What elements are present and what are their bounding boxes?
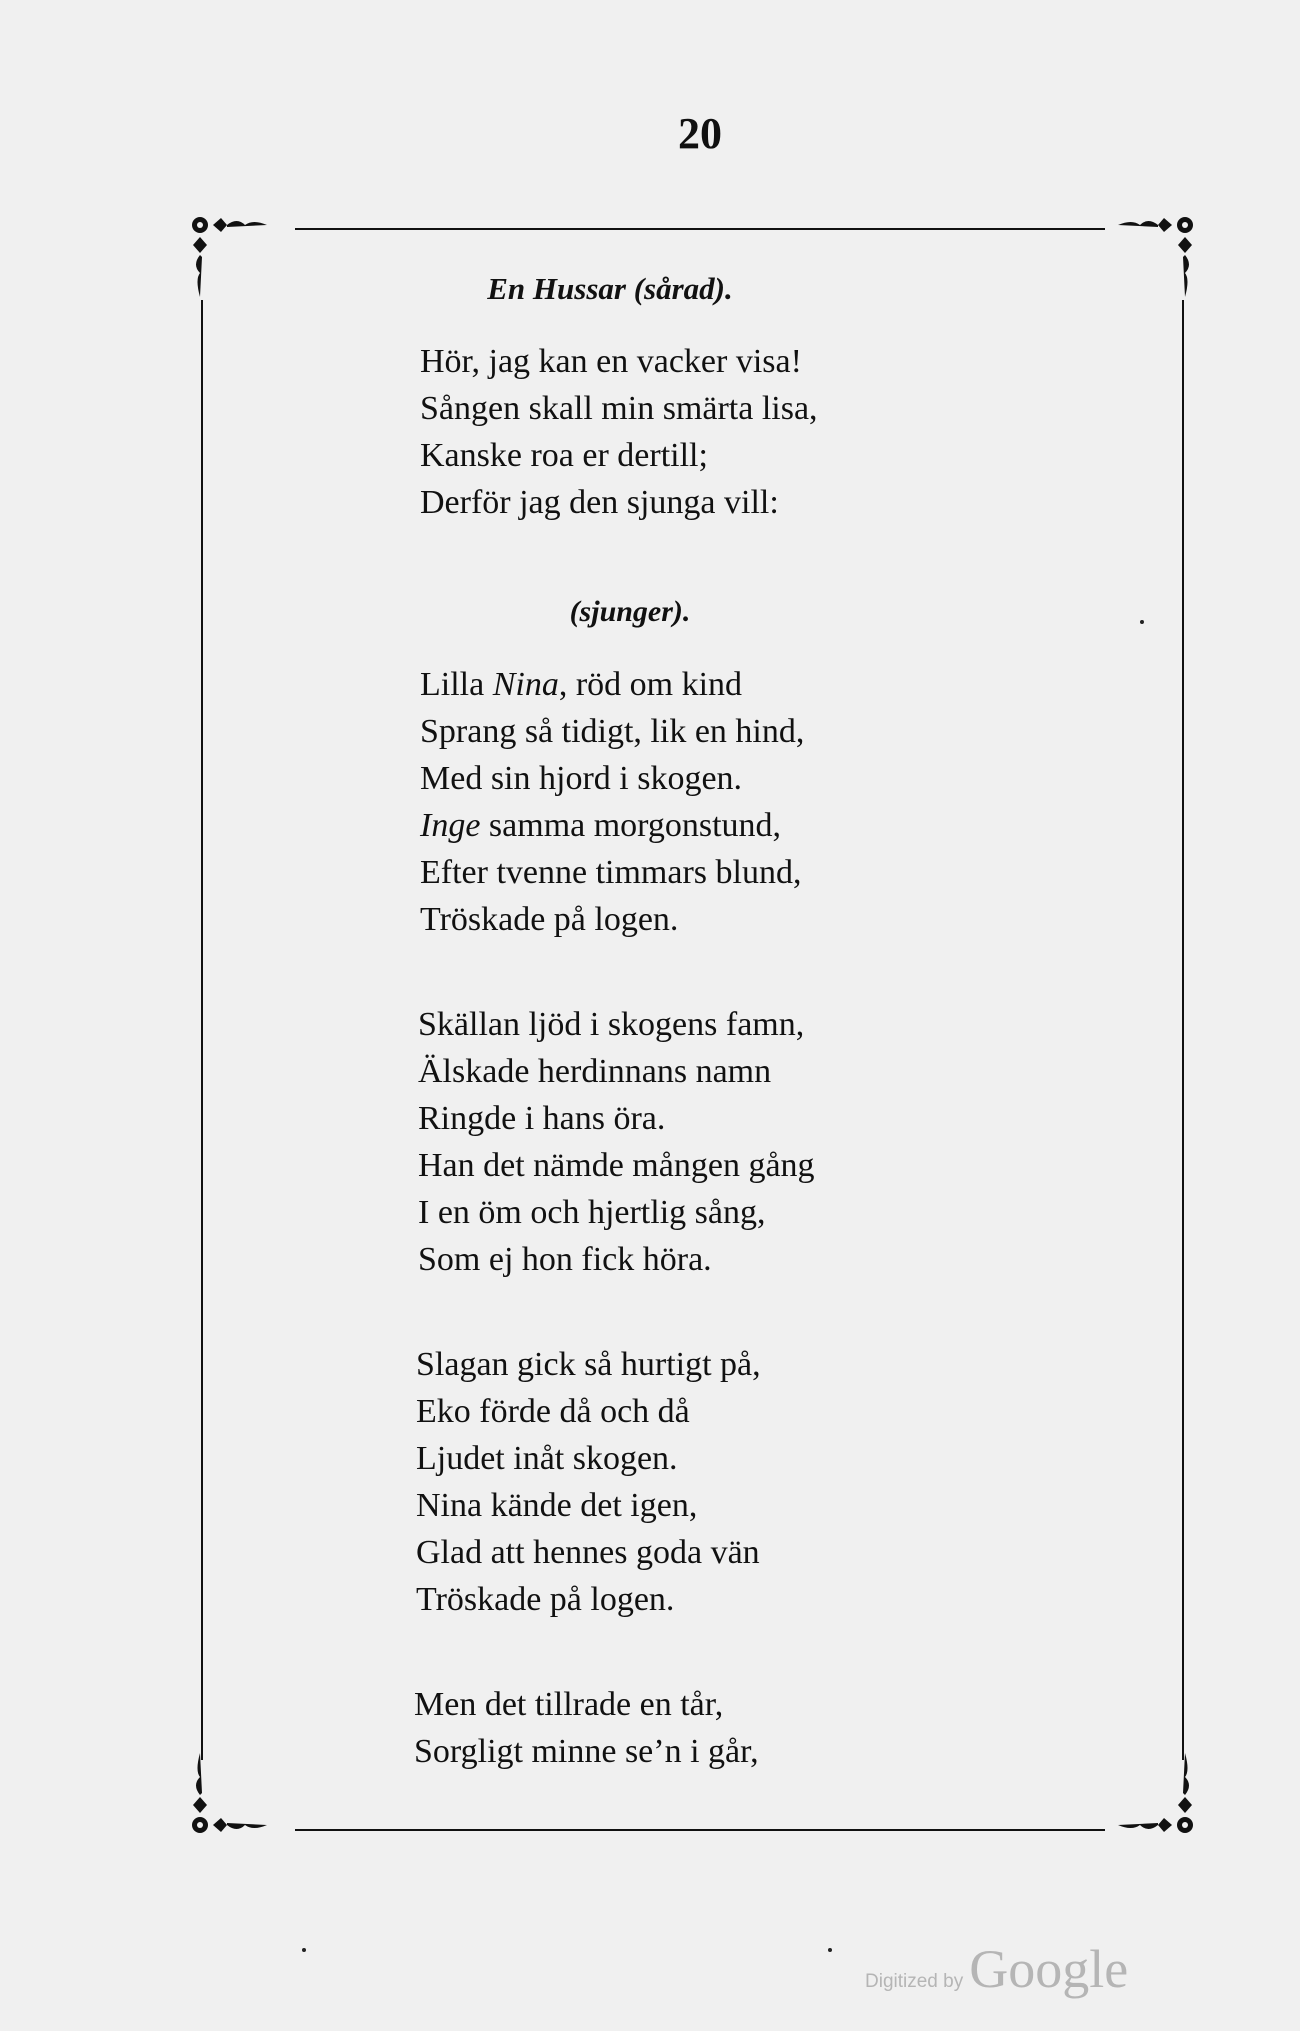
poem-body: [414, 265, 1020, 1833]
verse-line: Kanske roa er dertill;: [420, 437, 708, 474]
verse-line: Hör, jag kan en vacker visa!: [420, 343, 802, 380]
verse-line: Skällan ljöd i skogens famn,: [418, 1006, 805, 1043]
digitization-credit: [865, 1938, 1128, 2000]
verse-line: Sprang så tidigt, lik en hind,: [420, 713, 805, 750]
frame-right-rule: [1182, 300, 1184, 1760]
scan-speck: [1140, 620, 1144, 624]
credit-prefix: Digitized by: [865, 1971, 964, 1992]
stanza-3: [418, 1001, 1020, 1283]
corner-ornament-bottom-left-icon: [185, 1745, 285, 1845]
poem-title-paren: (sårad).: [633, 271, 733, 306]
verse-line: Nina kände det igen,: [416, 1487, 698, 1524]
verse-line: Tröskade på logen.: [416, 1581, 675, 1618]
verse-line: Ringde i hans öra.: [418, 1100, 666, 1137]
poem-title-main: En Hussar: [487, 271, 626, 306]
stanza-2: [420, 661, 1020, 943]
verse-line: I en öm och hjertlig sång,: [418, 1194, 766, 1231]
corner-ornament-top-left-icon: [185, 205, 285, 305]
verse-line: Derför jag den sjunga vill:: [420, 484, 779, 521]
verse-line: Men det tillrade en tår,: [414, 1686, 724, 1723]
verse-line: Han det nämde mången gång: [418, 1147, 815, 1184]
verse-line: Med sin hjord i skogen.: [420, 760, 743, 797]
verse-line: Älskade herdinnans namn: [418, 1053, 772, 1090]
stanza-heading: (sjunger).: [569, 595, 691, 628]
frame-left-rule: [201, 300, 203, 1760]
verse-line: Glad att hennes goda vän: [416, 1534, 760, 1571]
verse-line: Inge samma morgonstund,: [420, 807, 782, 844]
verse-line: Tröskade på logen.: [420, 901, 679, 938]
verse-line: Ljudet inåt skogen.: [416, 1440, 678, 1477]
verse-line: Som ej hon fick höra.: [418, 1241, 712, 1278]
verse-line: Slagan gick så hurtigt på,: [416, 1346, 761, 1383]
stanza-1: [420, 338, 1020, 526]
page-number: 20: [678, 109, 722, 158]
poem-title: [400, 265, 820, 312]
verse-line: Efter tvenne timmars blund,: [420, 854, 802, 891]
verse-line: Eko förde då och då: [416, 1393, 690, 1430]
frame-top-rule: [295, 228, 1105, 230]
stanza-5: [414, 1681, 1020, 1775]
stanza-4: [416, 1341, 1020, 1623]
verse-line: Lilla Nina, röd om kind: [420, 666, 743, 703]
scan-speck: [828, 1948, 832, 1952]
credit-brand-logo: Google: [969, 1939, 1129, 1999]
corner-ornament-top-right-icon: [1100, 205, 1200, 305]
verse-line: Sången skall min smärta lisa,: [420, 390, 818, 427]
verse-line: Sorgligt minne se’n i går,: [414, 1733, 759, 1770]
scan-speck: [302, 1948, 306, 1952]
corner-ornament-bottom-right-icon: [1100, 1745, 1200, 1845]
